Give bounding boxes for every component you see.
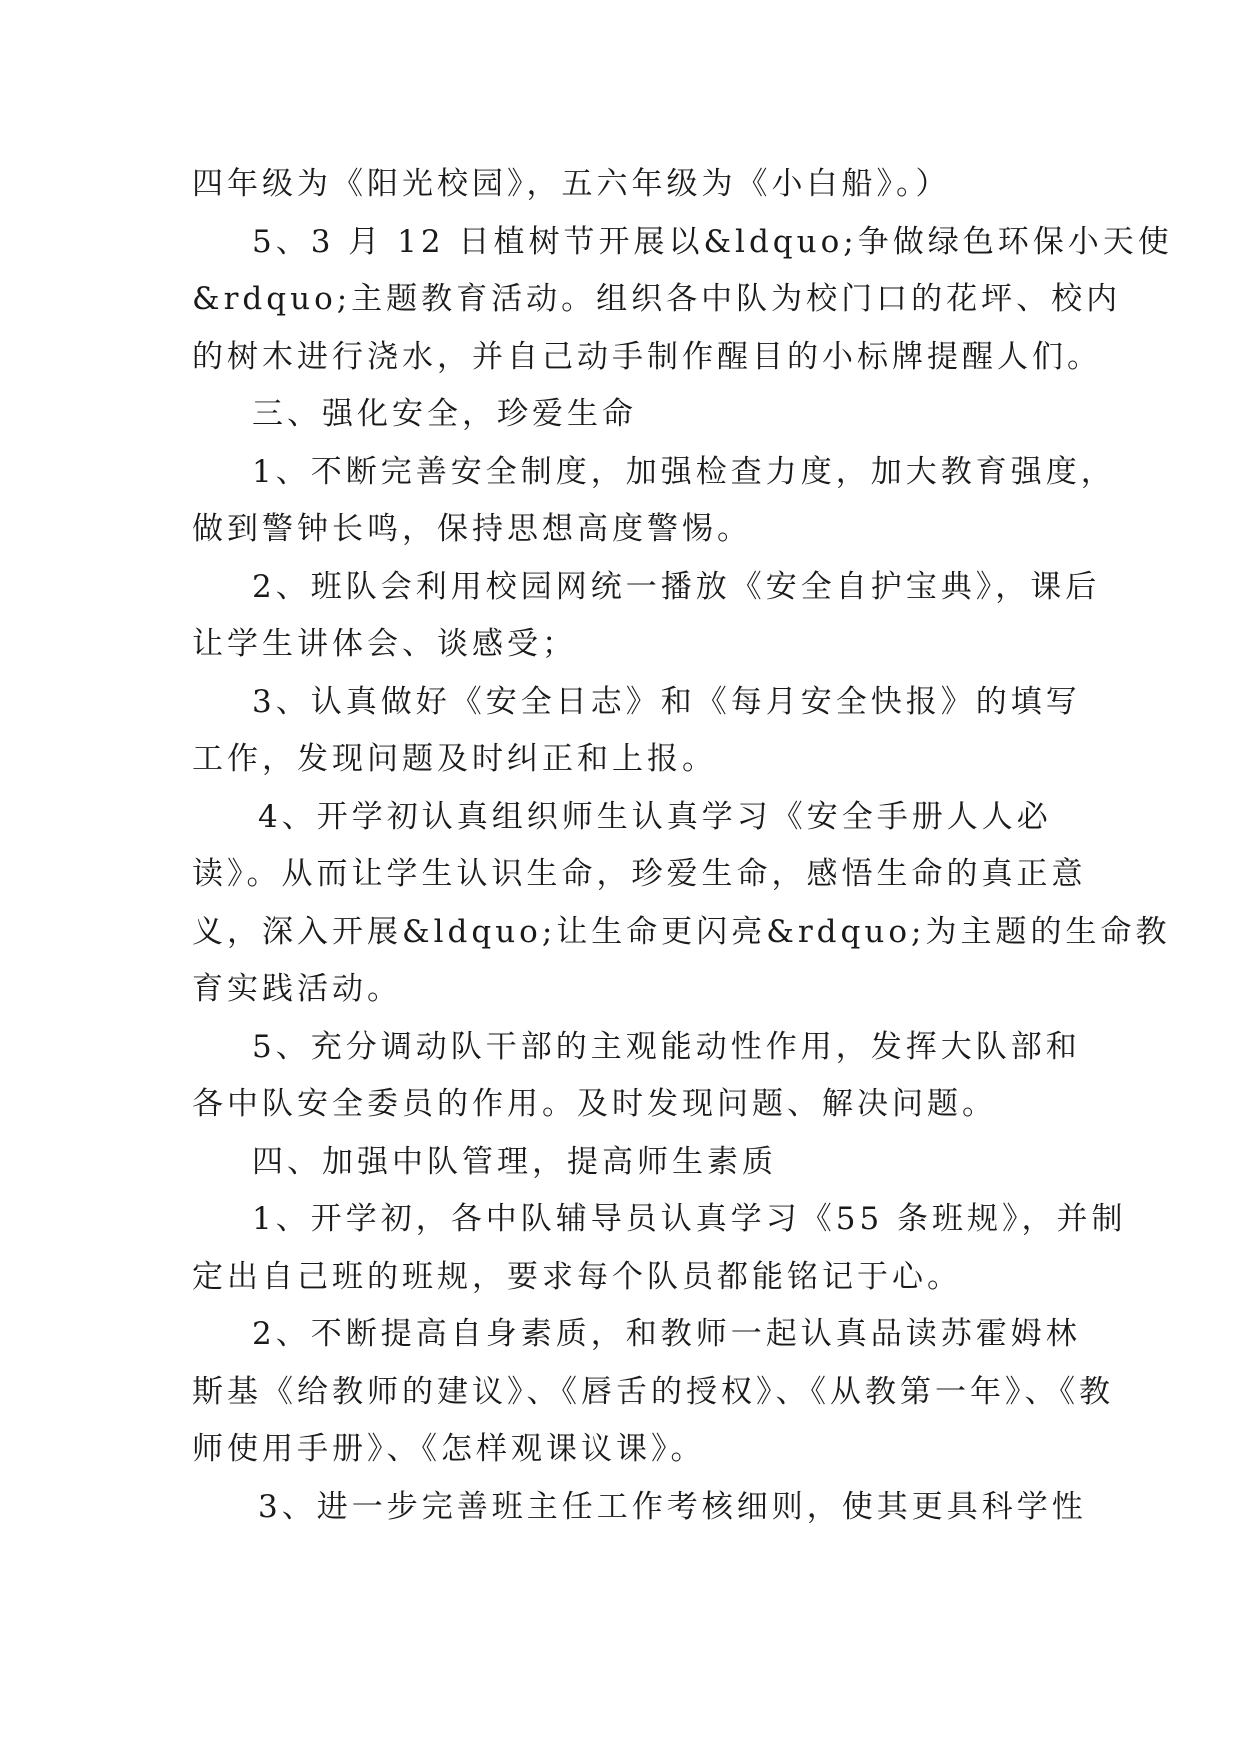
list-item-4-line-1: 4、开学初认真组织师生认真学习《安全手册人人必 bbox=[258, 798, 1052, 835]
list-item-1-line-2: 做到警钟长鸣，保持思想高度警惕。 bbox=[192, 511, 752, 547]
list-item-2b-line-1: 2、不断提高自身素质，和教师一起认真品读苏霍姆林 bbox=[252, 1316, 1081, 1352]
list-item-5-line-1: 5、3 月 12 日植树节开展以&ldquo;争做绿色环保小天使 bbox=[252, 223, 1173, 260]
list-item-5-line-3: 的树木进行浇水，并自己动手制作醒目的小标牌提醒人们。 bbox=[192, 338, 1102, 375]
document-body bbox=[192, 156, 1173, 1536]
list-item-5b-line-2: 各中队安全委员的作用。及时发现问题、解决问题。 bbox=[192, 1086, 997, 1122]
list-item-5-line-2: &rdquo;主题教育活动。组织各中队为校门口的花坪、校内 bbox=[192, 281, 1122, 317]
list-item-2b-line-2: 斯基《给教师的建议》、《唇舌的授权》、《从教第一年》、《教 bbox=[192, 1373, 1114, 1410]
section-heading-3: 三、强化安全，珍爱生命 bbox=[252, 396, 637, 432]
list-item-4-line-4: 育实践活动。 bbox=[192, 971, 402, 1007]
list-item-2b-line-3: 师使用手册》、《怎样观课议课》。 bbox=[192, 1431, 706, 1467]
section-heading-4: 四、加强中队管理，提高师生素质 bbox=[252, 1143, 777, 1180]
text-line: 四年级为《阳光校园》，五六年级为《小白船》。） bbox=[192, 166, 951, 202]
list-item-2-line-2: 让学生讲体会、谈感受； bbox=[192, 626, 577, 662]
list-item-2-line-1: 2、班队会利用校园网统一播放《安全自护宝典》，课后 bbox=[252, 568, 1101, 605]
list-item-4-line-3: 义，深入开展&ldquo;让生命更闪亮&rdquo;为主题的生命教 bbox=[192, 913, 1171, 950]
list-item-1-line-1: 1、不断完善安全制度，加强检查力度，加大教育强度， bbox=[252, 453, 1116, 490]
list-item-3-line-2: 工作，发现问题及时纠正和上报。 bbox=[192, 741, 717, 777]
list-item-1b-line-1: 1、开学初，各中队辅导员认真学习《55 条班规》，并制 bbox=[252, 1201, 1127, 1237]
list-item-5b-line-1: 5、充分调动队干部的主观能动性作用，发挥大队部和 bbox=[252, 1028, 1081, 1065]
list-item-1b-line-2: 定出自己班的班规，要求每个队员都能铭记于心。 bbox=[192, 1258, 962, 1295]
list-item-4-line-2: 读》。从而让学生认识生命，珍爱生命，感悟生命的真正意 bbox=[192, 856, 1087, 892]
list-item-3b-line-1: 3、进一步完善班主任工作考核细则，使其更具科学性 bbox=[258, 1488, 1087, 1525]
list-item-3-line-1: 3、认真做好《安全日志》和《每月安全快报》的填写 bbox=[252, 683, 1081, 720]
